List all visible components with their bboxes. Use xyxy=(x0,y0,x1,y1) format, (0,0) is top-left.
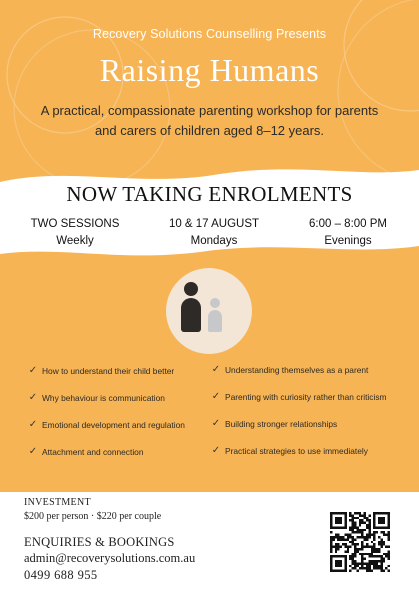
enquiries-label: ENQUIRIES & BOOKINGS xyxy=(24,535,175,549)
benefit-item xyxy=(210,391,387,402)
adult-figure-head xyxy=(184,282,198,296)
child-figure-head xyxy=(210,298,220,308)
session-dates-label: 10 & 17 AUGUST xyxy=(168,218,260,230)
benefit-item xyxy=(210,418,337,429)
checkmark-icon: ✓ xyxy=(211,418,221,429)
enrolment-heading: NOW TAKING ENROLMENTS xyxy=(66,182,353,206)
benefit-text: Building stronger relationships xyxy=(225,418,338,429)
benefit-text: How to understand their child better xyxy=(42,365,175,376)
benefit-text: Emotional development and regulation xyxy=(42,419,185,430)
qr-code-icon[interactable] xyxy=(330,512,390,572)
session-dates-detail: Mondays xyxy=(190,235,238,247)
benefit-item xyxy=(27,419,185,430)
benefit-text: Attachment and connection xyxy=(42,446,144,457)
checkmark-icon: ✓ xyxy=(28,446,38,457)
benefit-text: Practical strategies to use immediately xyxy=(225,445,368,456)
checkmark-icon: ✓ xyxy=(211,391,221,402)
session-count-detail: Weekly xyxy=(56,235,94,247)
adult-figure-body xyxy=(181,298,201,332)
benefit-text: Understanding themselves as a parent xyxy=(225,364,369,375)
checkmark-icon: ✓ xyxy=(211,445,221,456)
checkmark-icon: ✓ xyxy=(28,365,38,376)
child-figure-body xyxy=(208,310,222,332)
investment-label: INVESTMENT xyxy=(24,497,91,508)
benefit-text: Parenting with curiosity rather than criticism xyxy=(225,391,387,402)
presenter-line: Recovery Solutions Counselling Presents xyxy=(92,27,327,41)
investment-price: $200 per person · $220 per couple xyxy=(24,511,162,522)
benefit-text: Why behaviour is communication xyxy=(42,392,165,403)
page-title: Raising Humans xyxy=(99,52,320,88)
session-count-label: TWO SESSIONS xyxy=(30,218,120,230)
checkmark-icon: ✓ xyxy=(28,392,38,403)
subtitle xyxy=(20,101,399,141)
benefit-item xyxy=(210,364,368,375)
benefit-item xyxy=(27,446,144,457)
session-time-label: 6:00 – 8:00 PM xyxy=(309,218,387,230)
benefit-item xyxy=(27,365,174,376)
session-time xyxy=(292,216,404,250)
checkmark-icon: ✓ xyxy=(211,364,221,375)
subtitle-line: A practical, compassionate parenting workshop for parents xyxy=(40,103,379,118)
checkmark-icon: ✓ xyxy=(28,419,38,430)
benefit-item xyxy=(210,445,368,456)
contact-email[interactable]: admin@recoverysolutions.com.au xyxy=(24,551,196,565)
benefit-item xyxy=(27,392,165,403)
parent-child-icon xyxy=(166,268,252,354)
session-count xyxy=(20,216,130,250)
contact-phone[interactable]: 0499 688 955 xyxy=(24,568,98,582)
subtitle-line: and carers of children aged 8–12 years. xyxy=(94,123,325,138)
session-time-detail: Evenings xyxy=(324,235,372,247)
session-dates xyxy=(154,216,274,250)
